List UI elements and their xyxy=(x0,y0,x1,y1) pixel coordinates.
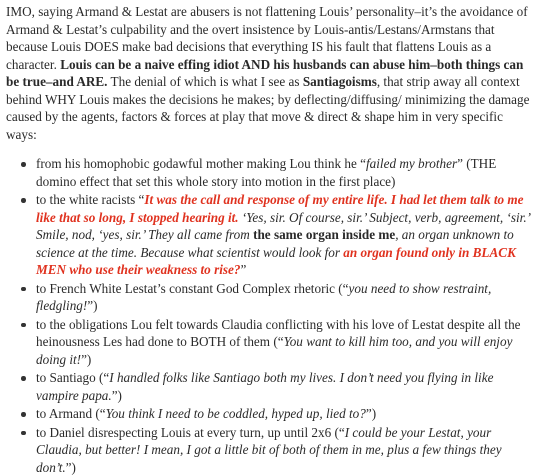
list-item-text-run: You think I need to be coddled, hyped up, lied to? xyxy=(106,406,366,421)
list-item-text-run: ‘Yes, sir. Of course, sir.’ Subject, verb, agreement, ‘sir.’ Smile, nod, ‘yes, sir.’ They all came from xyxy=(36,210,530,243)
list-item-text-run: to French White Lestat’s constant God Complex rhetoric (“ xyxy=(36,281,349,296)
bullet-list xyxy=(6,155,534,476)
list-item-text-run: to Armand (“ xyxy=(36,406,106,421)
list-item xyxy=(36,280,534,315)
list-item-text-run: you need to show restraint, fledgling! xyxy=(36,281,491,314)
list-item xyxy=(36,424,534,476)
list-item-text-run: to the obligations Lou felt towards Claudia conflicting with his love of Lestat despite all the heinousness Les had done to BOTH of them (“ xyxy=(36,317,521,350)
list-item xyxy=(36,405,534,423)
list-item-text-run: ” (THE domino effect that set this whole story into motion in the first place) xyxy=(36,156,496,189)
list-item-text-run: to the white racists “ xyxy=(36,192,144,207)
list-item xyxy=(36,155,534,190)
list-item-text-run: failed my brother xyxy=(366,156,457,171)
list-item xyxy=(36,191,534,279)
list-item-text-run: ”) xyxy=(81,352,91,367)
list-item-text-run: the same organ inside me xyxy=(253,227,395,242)
list-item-text-run: I handled folks like Santiago both my lives. I don’t need you flying in like vampire papa. xyxy=(36,370,493,403)
list-item-text-run: It was the call and response of my entire life. I had let them talk to me like that so long, I stopped hearing it. xyxy=(36,192,524,225)
list-item-text-run: You want to kill him too, and you will enjoy doing it! xyxy=(36,334,512,367)
list-item xyxy=(36,369,534,404)
list-item xyxy=(36,316,534,369)
intro-paragraph xyxy=(6,3,534,143)
list-item-text-run: I could be your Lestat, your Claudia, but better! I mean, I got a little bit of both of them in me, plus a few things they don’t. xyxy=(36,425,502,475)
list-item-text-run: ”) xyxy=(87,298,97,313)
intro-text-run: Santiagoisms xyxy=(303,74,377,89)
list-item-text-run: an organ found only in BLACK MEN who use their weakness to rise? xyxy=(36,245,516,278)
list-item-text-run: ”) xyxy=(112,388,122,403)
intro-text-run: Louis can be a naive effing idiot AND his husbands can abuse him–both things can be true–and ARE. xyxy=(6,57,523,90)
list-item-text-run: from his homophobic godawful mother making Lou think he “ xyxy=(36,156,366,171)
list-item-text-run: to Daniel disrespecting Louis at every turn, up until 2x6 (“ xyxy=(36,425,345,440)
list-item-text-run: , an organ unknown to science at the time. Because what scientist would look for xyxy=(36,227,514,260)
intro-text-run: The denial of which is what I see as xyxy=(107,74,302,89)
list-item-text-run: to Santiago (“ xyxy=(36,370,109,385)
intro-text-run: IMO, saying Armand & Lestat are abusers is not flattening Louis’ personality–it’s the avoidance of Armand & Lestat’s culpability and the overt insistence by Louis-antis/Lestans/Armstans that because Louis DOES make bad decisions that everything IS his fault that flattens Louis as a character. xyxy=(6,4,528,72)
list-item-text-run: ” xyxy=(240,262,246,277)
intro-text-run: , that strip away all context behind WHY Louis makes the decisions he makes; by deflecting/diffusing/ minimizing the damage caused by the agents, factors & forces at play that move & direct & shape him in very specific ways: xyxy=(6,74,529,142)
list-item-text-run: ”) xyxy=(366,406,376,421)
list-item-text-run: ”) xyxy=(66,460,76,475)
